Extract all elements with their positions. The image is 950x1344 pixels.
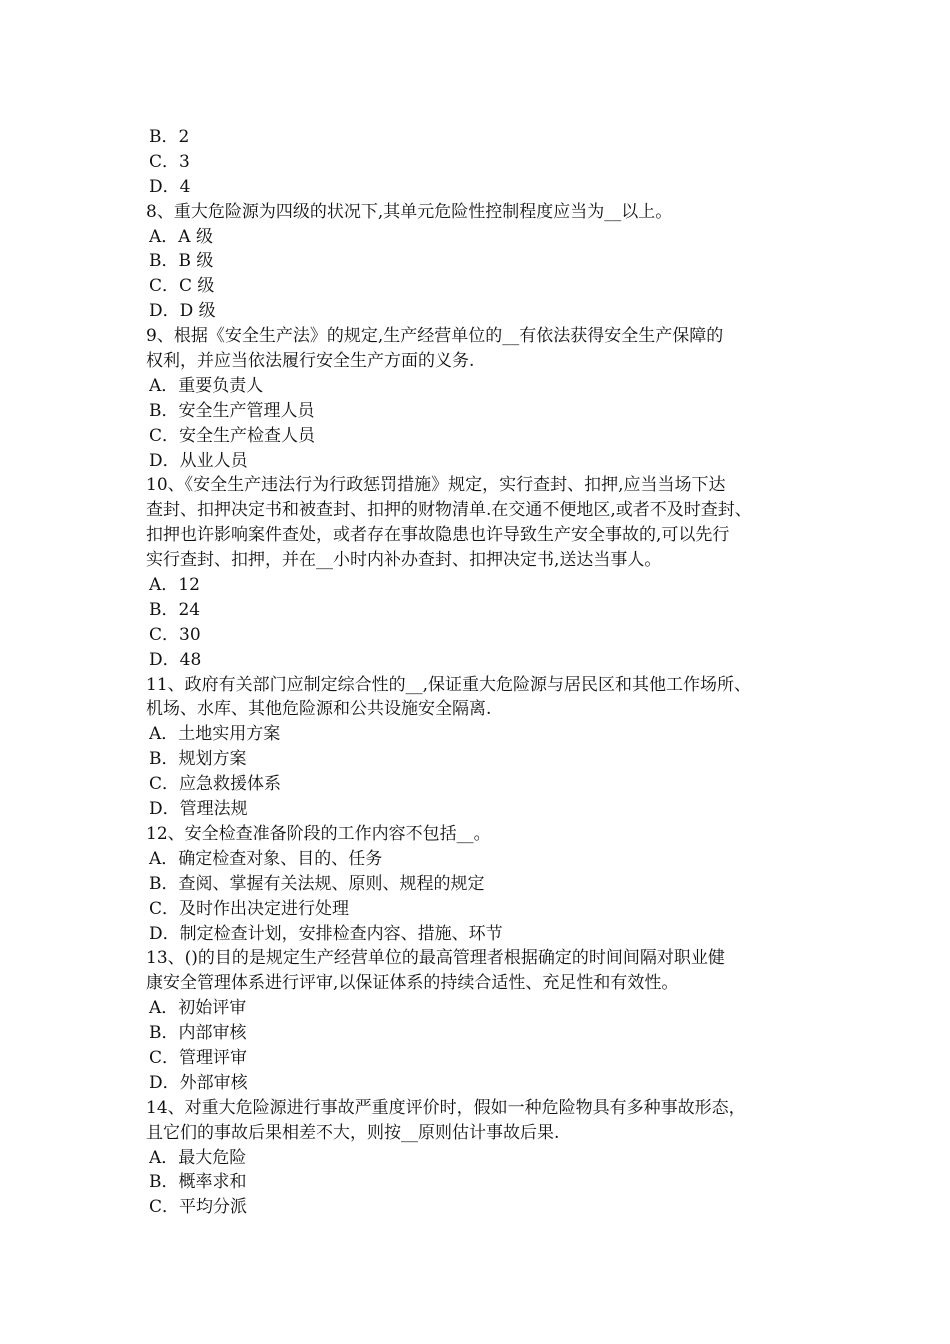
answer-option: A．12 — [149, 575, 200, 596]
question-text-line: 11、政府有关部门应制定综合性的__,保证重大危险源与居民区和其他工作场所、 — [146, 674, 752, 695]
question-text-line: 12、安全检查准备阶段的工作内容不包括__。 — [146, 823, 491, 844]
answer-option: B．安全生产管理人员 — [149, 400, 315, 421]
answer-option: C．30 — [149, 624, 201, 645]
question-text-line: 且它们的事故后果相差不大，则按__原则估计事故后果. — [146, 1122, 560, 1143]
answer-option: B．概率求和 — [149, 1172, 247, 1193]
answer-option: C．及时作出决定进行处理 — [149, 898, 350, 919]
answer-option: B．内部审核 — [149, 1023, 247, 1044]
answer-option: D．从业人员 — [149, 450, 248, 471]
exam-question-list — [146, 125, 816, 1220]
question-text-line: 13、()的目的是规定生产经营单位的最高管理者根据确定的时间间隔对职业健 — [146, 948, 725, 969]
question-text-line: 9、根据《安全生产法》的规定,生产经营单位的__有依法获得安全生产保障的 — [146, 326, 724, 347]
question-text-line: 实行查封、扣押，并在__小时内补办查封、扣押决定书,送达当事人。 — [146, 550, 662, 571]
question-text-line: 扣押也许影响案件查处，或者存在事故隐患也许导致生产安全事故的,可以先行 — [146, 525, 730, 546]
answer-option: A．最大危险 — [149, 1147, 247, 1168]
answer-option: C．安全生产检查人员 — [149, 425, 316, 446]
question-text-line: 查封、扣押决定书和被查封、扣押的财物清单.在交通不便地区,或者不及时查封、 — [146, 500, 752, 521]
answer-option: D．外部审核 — [149, 1072, 248, 1093]
answer-option: B．24 — [149, 599, 201, 620]
answer-option: D．D 级 — [149, 301, 216, 322]
answer-option: D．管理法规 — [149, 799, 248, 820]
question-text-line: 机场、水库、其他危险源和公共设施安全隔离. — [146, 699, 492, 720]
answer-option: A．确定检查对象、目的、任务 — [149, 848, 383, 869]
answer-option: A．A 级 — [149, 226, 213, 247]
answer-option: D．48 — [149, 649, 202, 670]
answer-option: B．B 级 — [149, 251, 214, 272]
answer-option: A．初始评审 — [149, 998, 247, 1019]
answer-option: B．规划方案 — [149, 749, 247, 770]
answer-option: D．制定检查计划，安排检查内容、措施、环节 — [149, 923, 503, 944]
answer-option: C．C 级 — [149, 276, 215, 297]
question-text-line: 康安全管理体系进行评审,以保证体系的持续合适性、充足性和有效性。 — [146, 973, 679, 994]
answer-option: C．平均分派 — [149, 1197, 248, 1218]
answer-option: C．管理评审 — [149, 1047, 248, 1068]
question-text-line: 8、重大危险源为四级的状况下,其单元危险性控制程度应当为__以上。 — [146, 201, 673, 222]
answer-option: B．查阅、掌握有关法规、原则、规程的规定 — [149, 873, 485, 894]
answer-option: A．重要负责人 — [149, 375, 264, 396]
answer-option: C．3 — [149, 151, 190, 172]
question-text-line: 14、对重大危险源进行事故严重度评价时，假如一种危险物具有多种事故形态， — [146, 1097, 746, 1118]
question-text-line: 权利，并应当依法履行安全生产方面的义务. — [146, 351, 475, 372]
question-text-line: 10、《安全生产违法行为行政惩罚措施》规定，实行查封、扣押,应当当场下达 — [146, 475, 726, 496]
answer-option: D．4 — [149, 176, 191, 197]
answer-option: A．土地实用方案 — [149, 724, 281, 745]
answer-option: B．2 — [149, 127, 190, 147]
answer-option: C．应急救援体系 — [149, 774, 282, 795]
